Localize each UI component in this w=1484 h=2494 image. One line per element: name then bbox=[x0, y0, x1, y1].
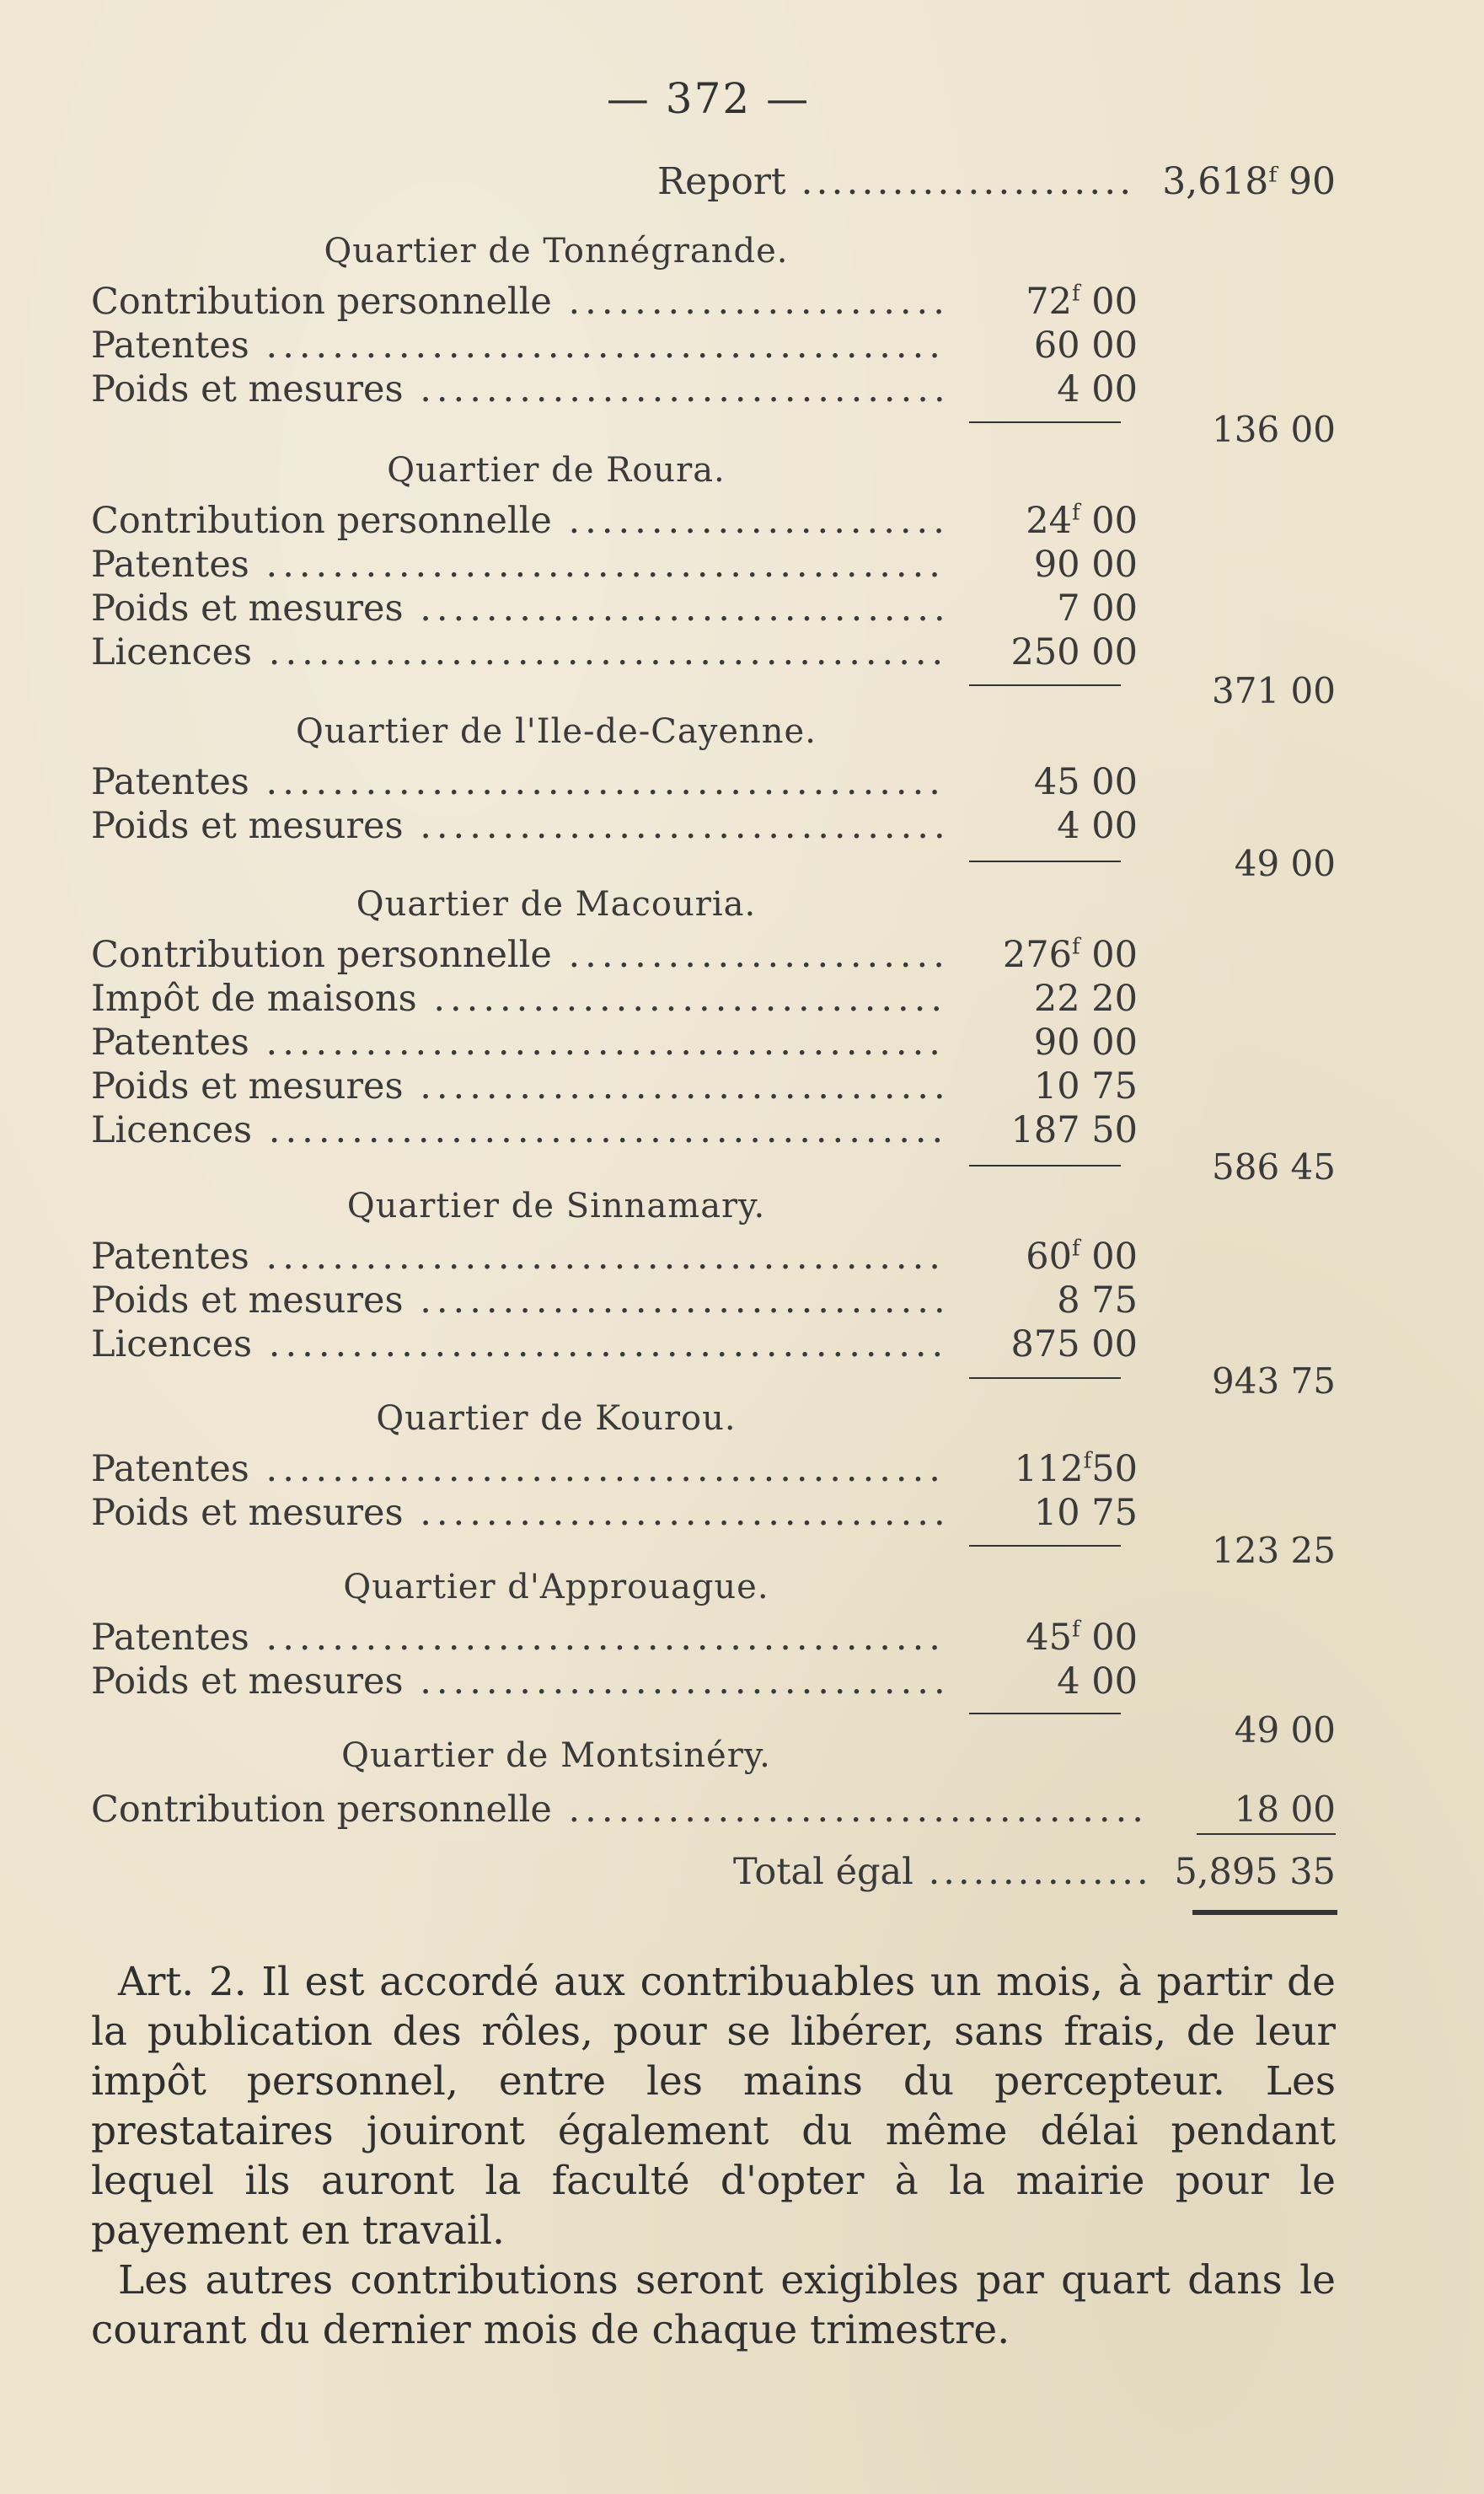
section-title: Quartier de Roura. bbox=[387, 451, 726, 490]
row-amount: 4 00 bbox=[1057, 368, 1138, 410]
section-subtotal: 49 00 bbox=[1234, 1709, 1336, 1751]
section-subtotal: 123 25 bbox=[1212, 1530, 1336, 1571]
row-label: Poids et mesures ..... bbox=[91, 368, 946, 410]
section-title: Quartier de Tonnégrande. bbox=[324, 232, 789, 271]
sum-rule bbox=[969, 1713, 1121, 1714]
row-amount: 875 00 bbox=[1010, 1323, 1138, 1365]
table-row bbox=[91, 761, 1336, 805]
section-title: Quartier de l'Ile-de-Cayenne. bbox=[296, 712, 817, 751]
table-row bbox=[91, 1492, 1336, 1536]
row-amount: 60$^f$ 00 bbox=[1026, 1236, 1138, 1278]
row-label: Poids et mesures ..... bbox=[91, 1660, 946, 1703]
section-title: Quartier d'Approuague. bbox=[343, 1568, 769, 1606]
table-row bbox=[91, 587, 1336, 631]
row-amount: 4 00 bbox=[1057, 805, 1138, 847]
sum-rule bbox=[969, 421, 1121, 423]
row-amount: 187 50 bbox=[1010, 1109, 1138, 1151]
row-label: Poids et mesures ..... bbox=[91, 587, 946, 630]
row-amount: 10 75 bbox=[1033, 1065, 1138, 1108]
row-amount: 250 00 bbox=[1010, 631, 1138, 673]
row-label: Patentes ..... bbox=[91, 761, 946, 803]
row-label: Poids et mesures ..... bbox=[91, 1065, 946, 1108]
row-label: Licences ..... bbox=[91, 1109, 946, 1151]
table-row bbox=[91, 1617, 1336, 1660]
section-subtotal: 136 00 bbox=[1212, 409, 1336, 450]
page-number: — 372 — bbox=[606, 74, 811, 123]
row-label: Patentes ..... bbox=[91, 1236, 946, 1278]
section-subtotal: 371 00 bbox=[1212, 670, 1336, 711]
table-row bbox=[91, 1660, 1336, 1704]
table-row bbox=[91, 978, 1336, 1022]
paragraph-art-2: Art. 2. Il est accordé aux contribuables un mois, à partir de la publication des rôles, pour se libérer, sans frais, de leur impôt personnel, entre les mains du percepteur. Les prestataires jouiront également du même délai pendant lequel ils auront la faculté d'opter à la mairie pour le payement en travail. bbox=[91, 1959, 1336, 2254]
total-line bbox=[733, 1851, 1336, 1898]
section-subtotal: 586 45 bbox=[1212, 1146, 1336, 1188]
total-rule-bottom bbox=[1192, 1910, 1337, 1915]
row-amount: 45$^f$ 00 bbox=[1026, 1617, 1138, 1659]
total-rule-top bbox=[1197, 1833, 1336, 1835]
table-row bbox=[91, 1323, 1336, 1367]
row-amount: 24$^f$ 00 bbox=[1026, 500, 1138, 542]
section-subtotal: 18 00 bbox=[1234, 1789, 1336, 1830]
row-amount: 112$^f$50 bbox=[1014, 1448, 1138, 1490]
row-label: Patentes ..... bbox=[91, 1448, 946, 1490]
table-row bbox=[91, 1065, 1336, 1109]
section-subtotal: 943 75 bbox=[1212, 1360, 1336, 1402]
sum-rule bbox=[969, 684, 1121, 686]
row-label: Poids et mesures ..... bbox=[91, 805, 946, 847]
row-label: Contribution personnelle ..... bbox=[91, 1789, 1144, 1831]
table-row bbox=[91, 1789, 1336, 1832]
paragraph-other-contributions: Les autres contributions seront exigibles par quart dans le courant du dernier mois de chaque trimestre. bbox=[91, 2257, 1336, 2353]
table-row bbox=[91, 805, 1336, 849]
row-label: Contribution personnelle ..... bbox=[91, 281, 946, 323]
article-text bbox=[91, 1957, 1336, 2355]
table-row bbox=[91, 1279, 1336, 1323]
row-label: Patentes ..... bbox=[91, 1617, 946, 1659]
row-label: Poids et mesures ..... bbox=[91, 1279, 946, 1322]
total-value: 5,895 35 bbox=[1174, 1851, 1336, 1893]
row-amount: 90 00 bbox=[1033, 1022, 1138, 1064]
table-row bbox=[91, 631, 1336, 675]
total-label: Total égal ..... bbox=[733, 1851, 1150, 1893]
row-amount: 10 75 bbox=[1033, 1492, 1138, 1534]
row-label: Patentes ..... bbox=[91, 324, 946, 367]
sum-rule bbox=[969, 1545, 1121, 1547]
section-title: Quartier de Sinnamary. bbox=[346, 1187, 766, 1226]
report-value: 3,618ᶠ 90 bbox=[1162, 160, 1336, 203]
row-amount: 8 75 bbox=[1057, 1279, 1138, 1322]
row-amount: 7 00 bbox=[1057, 587, 1138, 630]
row-label: Licences ..... bbox=[91, 631, 946, 673]
table-row bbox=[91, 544, 1336, 587]
row-amount: 72$^f$ 00 bbox=[1026, 281, 1138, 323]
row-label: Impôt de maisons ..... bbox=[91, 978, 946, 1020]
row-amount: 22 20 bbox=[1033, 978, 1138, 1020]
row-amount: 45 00 bbox=[1033, 761, 1138, 803]
sum-rule bbox=[969, 861, 1121, 862]
report-line bbox=[657, 160, 1336, 207]
row-label: Contribution personnelle ..... bbox=[91, 500, 946, 542]
table-row bbox=[91, 1022, 1336, 1065]
row-label: Patentes ..... bbox=[91, 544, 946, 586]
row-amount: 4 00 bbox=[1057, 1660, 1138, 1703]
section-title: Quartier de Macouria. bbox=[356, 885, 757, 924]
table-row bbox=[91, 324, 1336, 368]
row-label: Licences ..... bbox=[91, 1323, 946, 1365]
report-label: Report ..... bbox=[657, 160, 1138, 203]
row-amount: 90 00 bbox=[1033, 544, 1138, 586]
table-row bbox=[91, 1448, 1336, 1492]
table-row bbox=[91, 1236, 1336, 1279]
table-row bbox=[91, 500, 1336, 544]
table-row bbox=[91, 281, 1336, 324]
row-label: Patentes ..... bbox=[91, 1022, 946, 1064]
table-row bbox=[91, 368, 1336, 412]
section-title: Quartier de Kourou. bbox=[376, 1399, 737, 1438]
section-title: Quartier de Montsinéry. bbox=[341, 1736, 771, 1775]
sum-rule bbox=[969, 1165, 1121, 1167]
table-row bbox=[91, 934, 1336, 978]
row-amount: 60 00 bbox=[1033, 324, 1138, 367]
section-subtotal: 49 00 bbox=[1234, 843, 1336, 884]
row-amount: 276$^f$ 00 bbox=[1002, 934, 1138, 976]
table-row bbox=[91, 1109, 1336, 1153]
row-label: Contribution personnelle ..... bbox=[91, 934, 946, 976]
sum-rule bbox=[969, 1377, 1121, 1379]
row-label: Poids et mesures ..... bbox=[91, 1492, 946, 1534]
